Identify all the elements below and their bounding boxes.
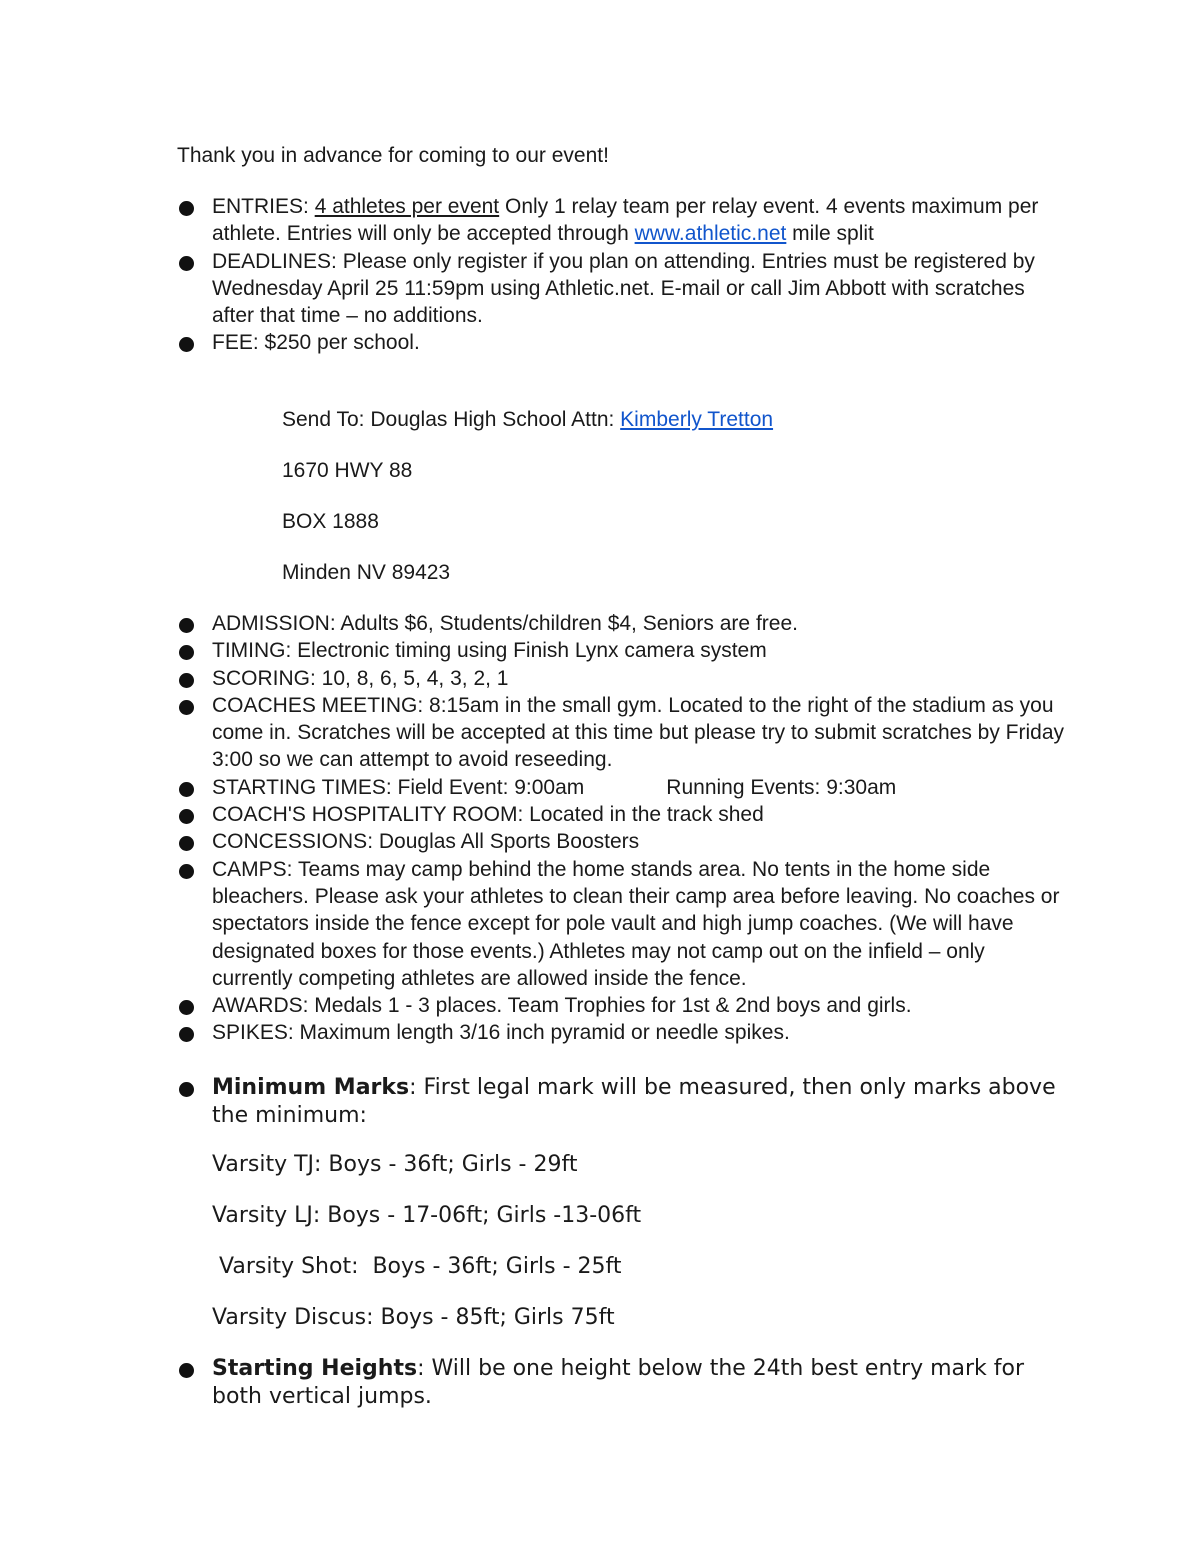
camps-item: CAMPS: Teams may camp behind the home stands area. No tents in the home side bleachers. Please ask your athletes to clean their camp area before leaving. No coaches or spectators inside the fence except for pole vault and high jump coaches. (We will have designated boxes for those events.) Athletes may not camp out on the infield – only currently competing athletes are allowed inside the fence.: [177, 856, 1067, 992]
field-event-time: STARTING TIMES: Field Event: 9:00am: [212, 775, 585, 799]
address-line-city: Minden NV 89423: [282, 561, 451, 584]
timing-item: TIMING: Electronic timing using Finish Lynx camera system: [177, 637, 1067, 664]
mark-triple-jump: Varsity TJ: Boys - 36ft; Girls - 29ft: [212, 1152, 578, 1177]
fee-item: FEE: $250 per school.: [177, 329, 1067, 356]
minimum-marks-list: [177, 1074, 1067, 1130]
starting-heights-label: Starting Heights: [212, 1356, 418, 1381]
mark-long-jump: Varsity LJ: Boys - 17-06ft; Girls -13-06ft: [212, 1203, 642, 1228]
hospitality-item: COACH'S HOSPITALITY ROOM: Located in the track shed: [177, 801, 1067, 828]
contact-name-link[interactable]: Kimberly Tretton: [620, 408, 774, 431]
admission-item: ADMISSION: Adults $6, Students/children $4, Seniors are free.: [177, 610, 1067, 637]
minimum-marks-values: [212, 1151, 641, 1355]
address-line-box: BOX 1888: [282, 510, 379, 533]
entries-item: [177, 193, 1067, 248]
send-to-line: [282, 406, 773, 457]
entries-text: Only 1 relay team per relay event. 4 events maximum per athlete. Entries will only be accepted through: [212, 195, 1039, 246]
mark-discus: Varsity Discus: Boys - 85ft; Girls 75ft: [212, 1305, 615, 1330]
minimum-marks-item: [177, 1074, 1067, 1130]
send-to-address: [282, 406, 773, 610]
running-event-time: Running Events: 9:30am: [666, 775, 897, 799]
scoring-item: SCORING: 10, 8, 6, 5, 4, 3, 2, 1: [177, 665, 1067, 692]
mark-shot: Varsity Shot: Boys - 36ft; Girls - 25ft: [212, 1254, 622, 1279]
concessions-item: CONCESSIONS: Douglas All Sports Boosters: [177, 828, 1067, 855]
send-to-prefix: Send To: Douglas High School Attn:: [282, 408, 621, 431]
starting-times-item: [177, 774, 1067, 801]
entries-text-2: mile split: [786, 222, 874, 246]
minimum-marks-text: : First legal mark will be measured, then only marks above the minimum:: [212, 1075, 1056, 1128]
athletic-net-link[interactable]: www.athletic.net: [634, 222, 787, 246]
entries-label: ENTRIES:: [212, 195, 315, 218]
info-list-middle: [177, 610, 1067, 1047]
address-line-street: 1670 HWY 88: [282, 459, 413, 482]
starting-heights-text: : Will be one height below the 24th best entry mark for both vertical jumps.: [212, 1356, 1025, 1409]
intro-text: Thank you in advance for coming to our event!: [177, 144, 609, 167]
awards-item: AWARDS: Medals 1 - 3 places. Team Trophies for 1st & 2nd boys and girls.: [177, 992, 1067, 1019]
coaches-meeting-item: COACHES MEETING: 8:15am in the small gym. Located to the right of the stadium as you come in. Scratches will be accepted at this time but please try to submit scratches by Friday 3:00 so we can attempt to avoid reseeding.: [177, 692, 1067, 774]
starting-heights-list: [177, 1355, 1067, 1411]
deadlines-item: DEADLINES: Please only register if you plan on attending. Entries must be registered by Wednesday April 25 11:59pm using Athletic.net. E-mail or call Jim Abbott with scratches after that time – no additions.: [177, 248, 1067, 330]
info-list-top: [177, 193, 1067, 357]
starting-heights-item: [177, 1355, 1067, 1411]
spikes-item: SPIKES: Maximum length 3/16 inch pyramid or needle spikes.: [177, 1019, 1067, 1046]
entries-limit: 4 athletes per event: [314, 195, 500, 218]
minimum-marks-label: Minimum Marks: [212, 1075, 410, 1100]
